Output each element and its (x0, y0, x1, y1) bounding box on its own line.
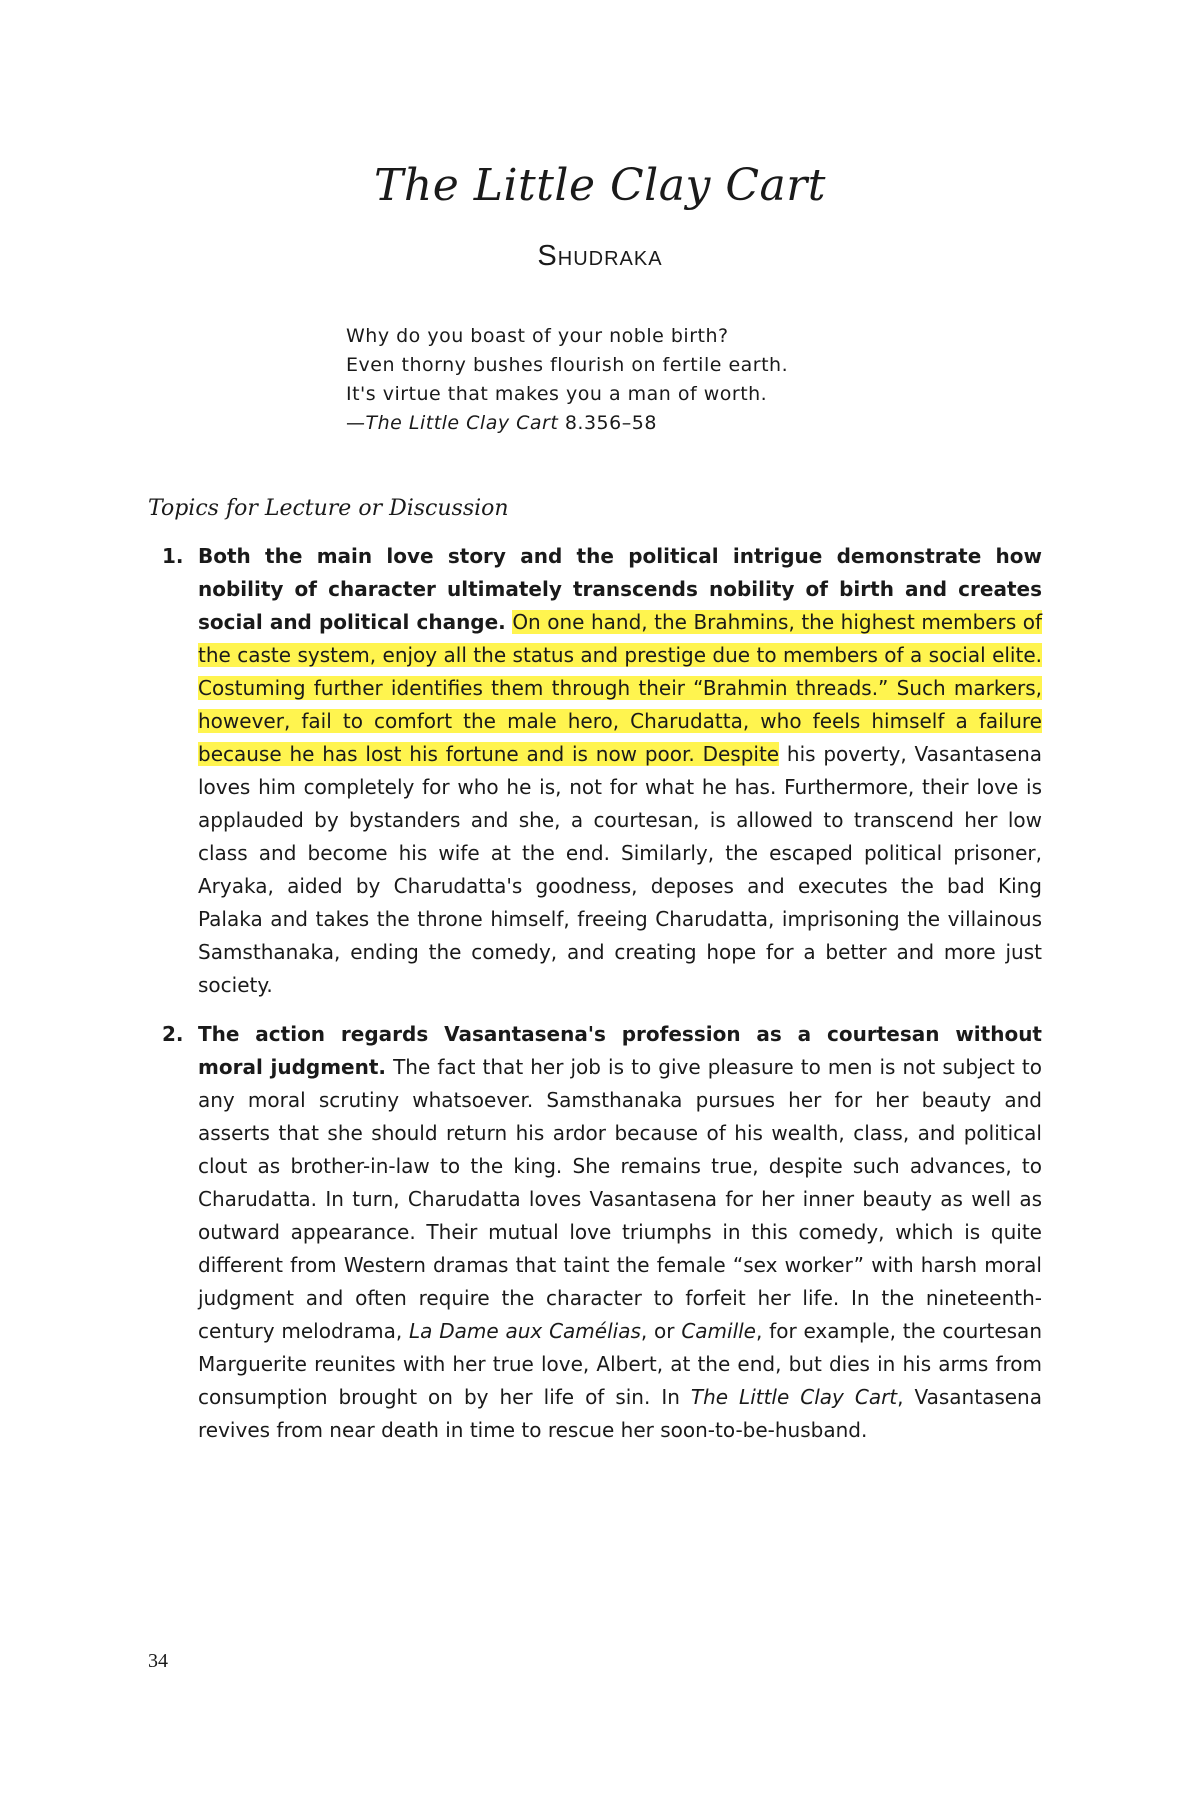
attribution-dash: — (346, 412, 366, 434)
topic-body: , for example, the courtesan Marguerite reunites with her true love, Albert, at the end, but dies in his arms from consumption brought on by her life of sin. In (198, 1319, 1042, 1409)
epigraph-line: It's virtue that makes you a man of worth. (346, 383, 768, 405)
topic-item-1 (148, 540, 1042, 1002)
topic-body: , Vasantasena revives from near death in time to rescue her soon-to-be-husband. (198, 1385, 1042, 1442)
work-title: La Dame aux Camélias (409, 1319, 641, 1343)
epigraph-line: Why do you boast of your noble birth? (346, 325, 729, 347)
page-number: 34 (148, 1650, 168, 1672)
topic-body: , or (640, 1319, 682, 1343)
page-title: The Little Clay Cart (374, 160, 826, 211)
author-name: Shudraka (537, 240, 663, 272)
topic-body: his poverty, Vasantasena loves him completely for who he is, not for what he has. Furthermore, their love is applauded by bystanders and she, a courtesan, is allowed to transcend her low class and become his wife at the end. Similarly, the escaped political prisoner, Aryaka, aided by Charudatta's goodness, deposes and executes the bad King Palaka and takes the throne himself, freeing Charudatta, imprisoning the villainous Samsthanaka, ending the comedy, and creating hope for a better and more just society. (198, 742, 1042, 997)
topic-lead: The action regards Vasantasena's profession as a courtesan without moral judgment. (198, 1022, 1042, 1079)
work-title: The Little Clay Cart (690, 1385, 898, 1409)
work-title: Camille (681, 1319, 756, 1343)
topic-number: 1. (162, 544, 184, 568)
epigraph (346, 322, 788, 438)
highlighted-text: On one hand, the Brahmins, the highest members of the caste system, enjoy all the status and prestige due to members of a social elite. Costuming further identifies them through their “Brahmin threads.” Such markers, however, fail to comfort the male hero, Charudatta, who feels himself a failure because he has lost his fortune and is now poor. Despite (198, 610, 1043, 766)
attribution-reference: 8.356–58 (558, 412, 657, 434)
topic-item-2 (148, 1018, 1042, 1447)
epigraph-attribution (346, 409, 788, 438)
topics-list (148, 540, 1042, 1463)
topic-lead: Both the main love story and the political intrigue demonstrate how nobility of character ultimately transcends nobility of birth and creates social and political change. (198, 544, 1042, 634)
attribution-title: The Little Clay Cart (365, 412, 559, 434)
topic-body: The fact that her job is to give pleasure to men is not subject to any moral scrutiny whatsoever. Samsthanaka pursues her for her beauty and asserts that she should return his ardor because of his wealth, class, and political clout as brother-in-law to the king. She remains true, despite such advances, to Charudatta. In turn, Charudatta loves Vasantasena for her inner beauty as well as outward appearance. Their mutual love triumphs in this comedy, which is quite different from Western dramas that taint the female “sex worker” with harsh moral judgment and often require the character to forfeit her life. In the nineteenth-century melodrama, (198, 1055, 1042, 1343)
topic-number: 2. (162, 1022, 184, 1046)
epigraph-line: Even thorny bushes flourish on fertile earth. (346, 354, 789, 376)
section-heading: Topics for Lecture or Discussion (148, 496, 509, 521)
